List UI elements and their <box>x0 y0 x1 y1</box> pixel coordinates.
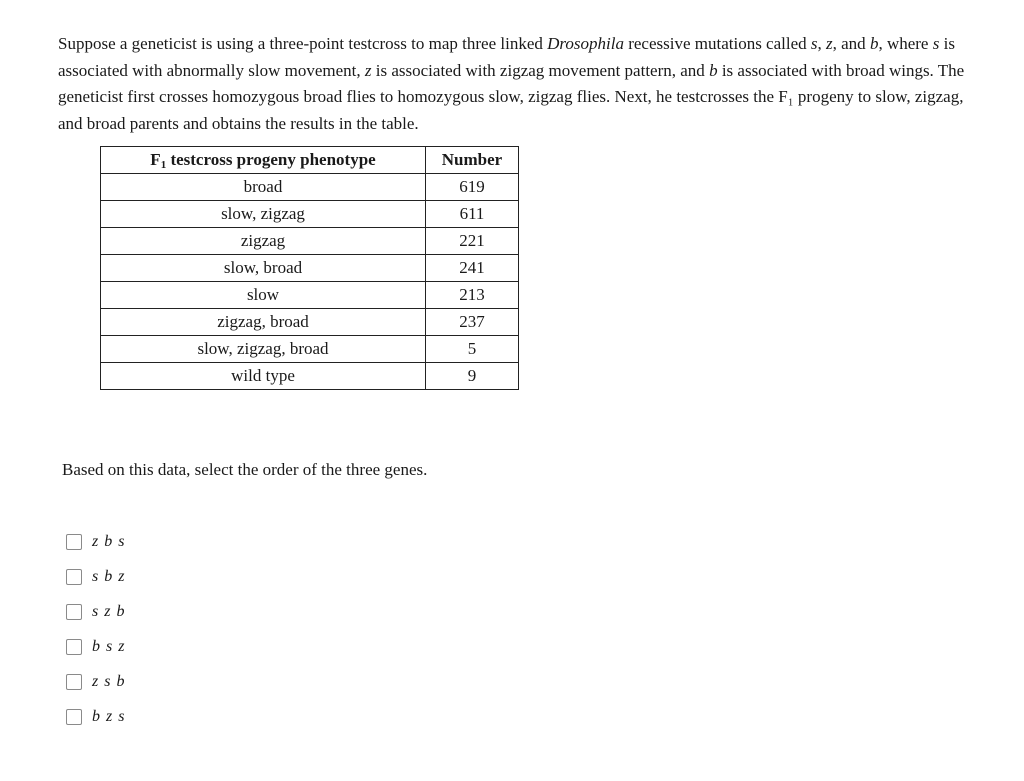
table-row <box>101 201 519 228</box>
option-label[interactable]: b s z <box>92 637 126 655</box>
question-italic-term: z <box>364 60 372 80</box>
instruction-text: Based on this data, select the order of the three genes. <box>62 460 428 479</box>
phenotype-cell: zigzag, broad <box>101 309 426 336</box>
option-b-z-s[interactable] <box>66 699 125 734</box>
checkbox[interactable] <box>66 709 82 725</box>
question-text-segment: is associated with zigzag movement pattern, and <box>371 60 710 80</box>
option-z-b-s[interactable] <box>66 524 125 559</box>
number-cell: 241 <box>426 255 519 282</box>
progeny-table <box>100 146 519 390</box>
table-row <box>101 228 519 255</box>
question-text-segment: Suppose a geneticist is using a three-point testcross to map three linked <box>58 34 548 53</box>
option-label[interactable]: s b z <box>92 567 126 585</box>
table-header-row <box>101 147 519 174</box>
question-text <box>58 31 978 137</box>
option-label[interactable]: z b s <box>92 532 126 550</box>
question-italic-term: b <box>709 60 718 80</box>
number-cell: 213 <box>426 282 519 309</box>
option-s-b-z[interactable] <box>66 559 125 594</box>
option-z-s-b[interactable] <box>66 664 125 699</box>
phenotype-cell: zigzag <box>101 228 426 255</box>
question-italic-term: s <box>932 34 940 53</box>
phenotype-cell: wild type <box>101 363 426 390</box>
number-cell: 9 <box>426 363 519 390</box>
question-text-segment: recessive mutations called <box>623 34 811 53</box>
checkbox[interactable] <box>66 569 82 585</box>
option-s-z-b[interactable] <box>66 594 125 629</box>
table-row <box>101 363 519 390</box>
phenotype-cell: broad <box>101 174 426 201</box>
number-cell: 611 <box>426 201 519 228</box>
question-italic-term: z <box>826 34 833 53</box>
question-text-segment: is associated with abnormally slow movement, <box>58 34 955 80</box>
question-italic-term: s <box>810 34 818 53</box>
number-cell: 5 <box>426 336 519 363</box>
number-cell: 619 <box>426 174 519 201</box>
question-paragraph <box>58 31 978 137</box>
progeny-table-container <box>100 146 519 390</box>
checkbox[interactable] <box>66 674 82 690</box>
checkbox[interactable] <box>66 534 82 550</box>
option-b-s-z[interactable] <box>66 629 125 664</box>
option-label[interactable]: b z s <box>92 707 126 725</box>
option-label[interactable]: s z b <box>92 602 126 620</box>
number-cell: 221 <box>426 228 519 255</box>
question-text-segment: , and <box>832 34 870 53</box>
question-italic-term: b <box>869 34 879 53</box>
phenotype-cell: slow, zigzag <box>101 201 426 228</box>
phenotype-cell: slow, zigzag, broad <box>101 336 426 363</box>
table-row <box>101 282 519 309</box>
option-label[interactable]: z s b <box>92 672 126 690</box>
table-row <box>101 255 519 282</box>
header-phenotype: $F_1$ testcross progeny phenotype <box>101 147 426 174</box>
question-italic-term: Drosophila <box>547 34 624 53</box>
table-row <box>101 309 519 336</box>
header-number: Number <box>426 147 519 174</box>
checkbox[interactable] <box>66 604 82 620</box>
answer-options <box>66 524 125 734</box>
table-row <box>101 174 519 201</box>
number-cell: 237 <box>426 309 519 336</box>
question-text-segment: , where <box>878 34 933 53</box>
table-row <box>101 336 519 363</box>
question-text-segment: is associated with broad wings. The geneticist first crosses homozygous broad flies to homozygous slow, zigzag flies. Next, he testcrosses the F₁ progeny to slow, zigzag, and broad parents and obtains the results in the table. <box>58 60 965 133</box>
phenotype-cell: slow, broad <box>101 255 426 282</box>
phenotype-cell: slow <box>101 282 426 309</box>
question-text-segment: , <box>817 34 827 53</box>
checkbox[interactable] <box>66 639 82 655</box>
